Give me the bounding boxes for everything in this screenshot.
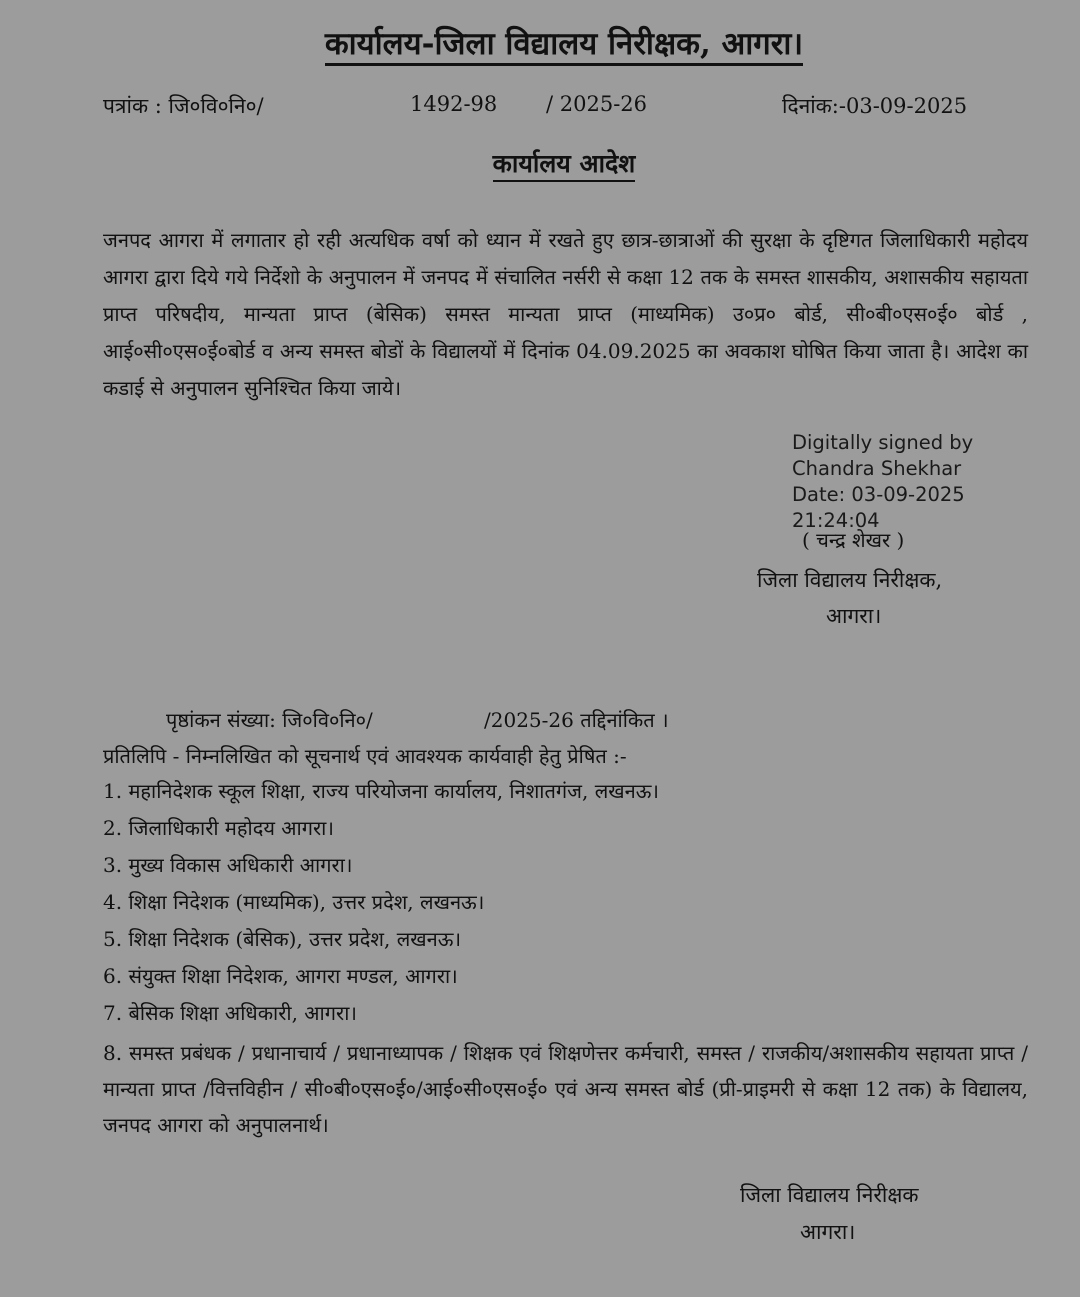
- reference-number: 1492-98: [410, 92, 498, 116]
- copy-intro: प्रतिलिपि - निम्नलिखित को सूचनार्थ एवं आवश्यक कार्यवाही हेतु प्रेषित :-: [103, 744, 627, 768]
- copy-list: [103, 776, 1028, 1137]
- signature-line-3: Date: 03-09-2025: [792, 483, 965, 506]
- digital-signature: [792, 430, 973, 534]
- list-item: 7. बेसिक शिक्षा अधिकारी, आगरा।: [103, 1001, 357, 1025]
- footer-title: जिला विद्यालय निरीक्षक: [740, 1183, 919, 1207]
- order-title: कार्यालय आदेश: [493, 149, 636, 182]
- reference-year: / 2025-26: [546, 92, 648, 116]
- list-item: 3. मुख्य विकास अधिकारी आगरा।: [103, 853, 353, 877]
- officer-name: ( चन्द्र शेखर ): [802, 528, 905, 552]
- list-item: 2. जिलाधिकारी महोदय आगरा।: [103, 816, 334, 840]
- signature-line-4: 21:24:04: [792, 509, 880, 532]
- endorsement-year: /2025-26 तद्दिनांकित ।: [484, 708, 669, 732]
- order-body: [103, 222, 1028, 407]
- reference-label: पत्रांक : जि०वि०नि०/: [103, 94, 264, 118]
- order-paragraph: जनपद आगरा में लगातार हो रही अत्यधिक वर्षा को ध्यान में रखते हुए छात्र-छात्राओं की सुरक्षा के दृष्टिगत जिलाधिकारी महोदय आगरा द्वारा दिये गये निर्देशो के अनुपालन में जनपद में संचालित नर्सरी से कक्षा 12 तक के समस्त शासकीय, अशासकीय सहायता प्राप्त परिषदीय, मान्यता प्राप्त (बेसिक) समस्त मान्यता प्राप्त (माध्यमिक) उ०प्र० बोर्ड, सी०बी०एस०ई० बोर्ड , आई०सी०एस०ई०बोर्ड व अन्य समस्त बोडों के विद्यालयों में दिनांक 04.09.2025 का अवकाश घोषित किया जाता है। आदेश का कडाई से अनुपालन सुनिश्चित किया जाये।: [103, 228, 1028, 400]
- endorsement-label: पृष्ठांकन संख्या: जि०वि०नि०/: [166, 708, 373, 732]
- list-item: 5. शिक्षा निदेशक (बेसिक), उत्तर प्रदेश, लखनऊ।: [103, 927, 462, 951]
- office-heading: [0, 22, 1080, 64]
- list-item: 1. महानिदेशक स्कूल शिक्षा, राज्य परियोजना कार्यालय, निशातगंज, लखनऊ।: [103, 779, 659, 803]
- signature-line-1: Digitally signed by: [792, 431, 974, 454]
- list-item: 8. समस्त प्रबंधक / प्रधानाचार्य / प्रधानाध्यापक / शिक्षक एवं शिक्षणेत्तर कर्मचारी, समस्त / राजकीय/अशासकीय सहायता प्राप्त / मान्यता प्राप्त /वित्तविहीन / सी०बी०एस०ई०/आई०सी०एस०ई० एवं अन्य समस्त बोर्ड (प्री-प्राइमरी से कक्षा 12 तक) के विद्यालय, जनपद आगरा को अनुपालनार्थ।: [103, 1041, 1028, 1137]
- officer-city: आगरा।: [826, 604, 882, 628]
- order-heading: [0, 146, 1080, 180]
- officer-title: जिला विद्यालय निरीक्षक,: [757, 568, 943, 592]
- signature-line-2: Chandra Shekhar: [792, 457, 962, 480]
- list-item: 4. शिक्षा निदेशक (माध्यमिक), उत्तर प्रदेश, लखनऊ।: [103, 890, 485, 914]
- office-title: कार्यालय-जिला विद्यालय निरीक्षक, आगरा।: [325, 26, 803, 66]
- footer-city: आगरा।: [800, 1220, 856, 1244]
- order-date: दिनांक:-03-09-2025: [782, 94, 968, 118]
- list-item: 6. संयुक्त शिक्षा निदेशक, आगरा मण्डल, आगरा।: [103, 964, 458, 988]
